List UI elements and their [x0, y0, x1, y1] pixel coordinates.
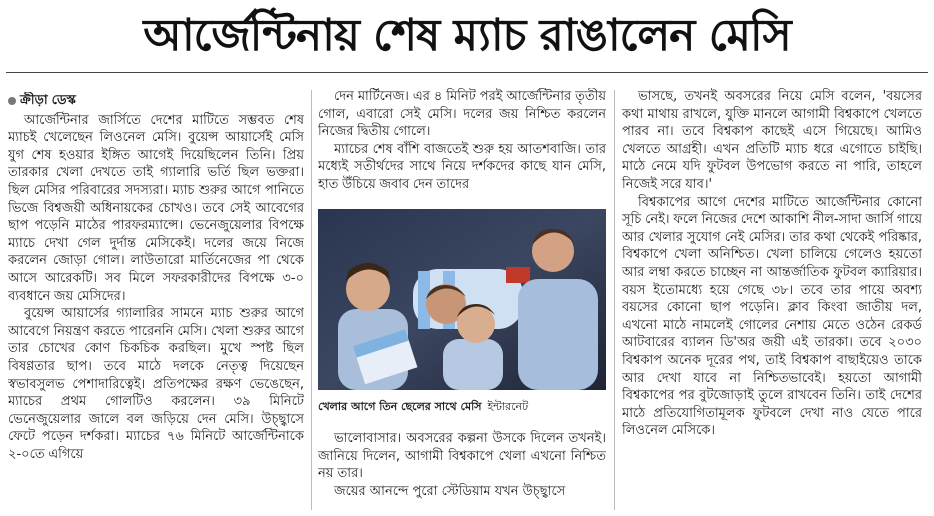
paragraph: জয়ের আনন্দে পুরো স্টেডিয়াম যখন উচ্ছ্বাসে	[334, 483, 566, 499]
photo-caption	[318, 396, 606, 418]
article-photo	[318, 209, 606, 390]
byline	[8, 92, 304, 110]
column-divider	[311, 90, 312, 510]
paragraph: বুয়েন্স আয়ার্সের গ্যালারির সামনে ম্যাচ শুরুর আগে আবেগে নিয়ন্ত্রণ করতে পারেননি মেসি। খেলা শুরুর আগে তার চোখের কোণ চিকচিক করছিল। মুখে স্পষ্ট ছিল বিষণ্ণতার ছাপ। তবে মাঠে দলকে নেতৃত্ব দিয়েছেন স্বভাবসুলভ পেশাদারিত্বেই। প্রতিপক্ষের রক্ষণ ভেঙেছেন, ম্যাচের প্রথম গোলটিও করলেন। ৩৯ মিনিটে ভেনেজুয়েলার জালে বল জড়িয়ে দেন মেসি। উচ্ছ্বাসে ফেটে পড়েন দর্শকরা। ম্যাচের ৭৬ মিনিটে আর্জেন্টিনাকে ২-০তে এগিয়ে	[8, 306, 304, 462]
byline-text: ক্রীড়া ডেস্ক	[20, 93, 76, 108]
caption-text: খেলার আগে তিন ছেলের সাথে মেসি	[318, 400, 482, 413]
paragraph: আর্জেন্টিনার জার্সিতে দেশের মাটিতে সম্ভবত শেষ ম্যাচই খেলেছেন লিওনেল মেসি। বুয়েন্স আয়ার্সেই মেসি যুগ শেষ হওয়ার ইঙ্গিত আগেই দিয়েছিলেন তিনি। প্রিয় তারকার খেলা দেখতে তাই গ্যালারি ভর্তি ছিল ভক্তরা। ছিল মেসির পরিবারের সদস্যরা। ম্যাচ শুরুর আগে পানিতে ভিজে বিশ্বজয়ী অধিনায়কের চোখও। তবে সেই আবেগের ছাপ পড়েনি মাঠের পারফরম্যান্সে। ভেনেজুয়েলার বিপক্ষে ম্যাচে দেখা গেল দুর্দান্ত মেসিকেই। দলের জয়ে নিজে করলেন জোড়া গোল। লাউতারো মার্তিনেজের পা থেকে আসে আরেকটি। সব মিলে সফরকারীদের বিপক্ষে ৩-০ ব্যবধানে জয় মেসিদের।	[8, 112, 304, 304]
paragraph: বিশ্বকাপের আগে দেশের মাটিতে আর্জেন্টিনার কোনো সূচি নেই। ফলে নিজের দেশে আকাশি নীল-সাদা জার্সি গায়ে আর খেলার সুযোগ নেই মেসির। তার কথা থেকেই পরিষ্কার, বিশ্বকাপে খেলা অনিশ্চিত। খেলা চালিয়ে গেলেও হয়তো আর লম্বা করতে চাচ্ছেন না আন্তর্জাতিক ফুটবল ক্যারিয়ার। বয়স ইতোমধ্যে হয়ে গেছে ৩৮। তবে তার পায়ে অবশ্য বয়সের কোনো ছাপ পড়েনি। ক্লাব কিংবা জাতীয় দল, এখনো মাঠে নামলেই গোলের নেশায় মেতে ওঠেন রেকর্ড আটবারের ব্যালন ডি'অর জয়ী এই তারকা। তবে ২০৩০ বিশ্বকাপ অনেক দূরের পথ, তাই বিশ্বকাপ বাছাইয়েও তাকে আর দেখা যাবে না নিশ্চিতভাবেই। হয়তো আগামী বিশ্বকাপের পর বুটজোড়াই তুলে রাখবেন তিনি। তাই দেশের মাঠে প্রতিযোগিতামূলক ফুটবলে দেখা নাও যেতে পারে লিওনেল মেসিকে।	[622, 194, 922, 439]
column-1	[8, 92, 304, 512]
column-3	[622, 88, 922, 512]
paragraph: দেন মার্টিনেজ। এর ৪ মিনিট পরই আর্জেন্টিনার তৃতীয় গোল, এবারো সেই মেসি। দলের জয় নিশ্চিত করলেন নিজের দ্বিতীয় গোলে।	[318, 89, 606, 140]
caption-credit: ইন্টারনেট	[487, 400, 529, 413]
bullet-icon	[8, 97, 16, 105]
paragraph: ভাসছে, তখনই অবসরের নিয়ে মেসি বলেন, 'বয়সের কথা মাথায় রাখলে, যুক্তি মানলে আগামী বিশ্বকাপে খেলতে পারব না। তবে বিশ্বকাপ কাছেই এসে গিয়েছে। আমিও খেলতে আগ্রহী। এখন প্রতিটি ম্যাচ ধরে এগোতে চাইছি। মাঠে নেমে যদি ফুটবল উপভোগ করতে না পারি, তাহলে নিজেই সরে যাব।'	[622, 89, 922, 192]
headline: আর্জেন্টিনায় শেষ ম্যাচ রাঙালেন মেসি	[143, 10, 791, 61]
headline-rule	[6, 72, 928, 73]
paragraph: ম্যাচের শেষ বাঁশি বাজতেই শুরু হয় আতশবাজি। তার মধ্যেই সতীর্থদের সাথে নিয়ে দর্শকদের কাছে যান মেসি, হাত উঁচিয়ে জবাব দেন তাদের	[318, 141, 606, 192]
column-2-top	[318, 88, 606, 218]
column-divider	[614, 90, 615, 510]
paragraph: ভালোবাসার। অবসরের কল্পনা উসকে দিলেন তখনই। জানিয়ে দিলেন, আগামী বিশ্বকাপে খেলা এখনো নিশ্চিত নয় তার।	[318, 431, 606, 482]
photo-messi-with-sons	[318, 209, 606, 390]
column-2-bottom	[318, 430, 606, 516]
